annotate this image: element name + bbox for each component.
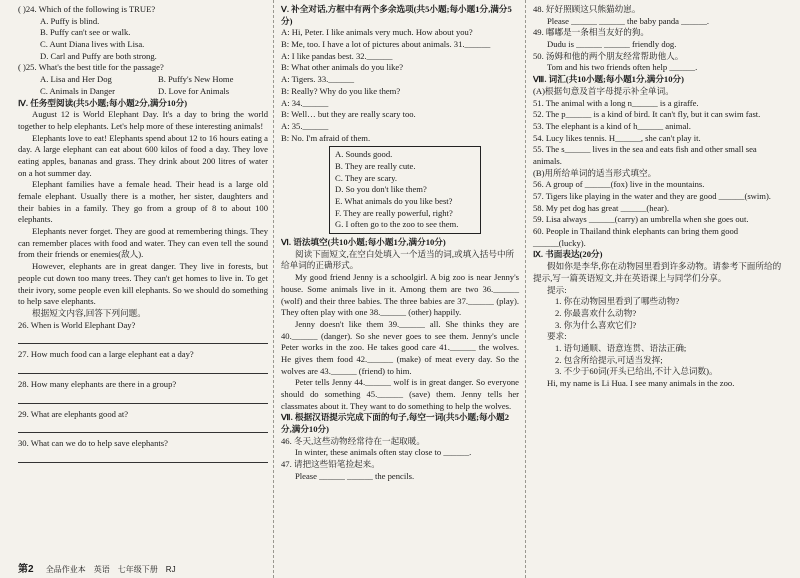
right-column — [533, 4, 787, 390]
option-e: E. What animals do you like best? — [335, 196, 453, 206]
section-5-title: Ⅴ. 补全对话,方框中有两个多余选项(共5小题;每小题1分,满分5分) — [281, 4, 512, 26]
answer-line-29[interactable] — [18, 421, 268, 433]
option-a: A. Sounds good. — [335, 149, 393, 160]
option-c: C. They are scary. — [335, 172, 398, 183]
passage-paragraph-4: Elephants never forget. They are good at remembering things. They can remember places with food and water. They can even tell the sound from their friends or enemies(敌人). — [18, 226, 268, 260]
writing-prompt: 假如你是李华,你在动物园里看到许多动物。请参考下面所给的提示,写一篇英语短文,并在英语课上与同学们分享。 — [533, 261, 782, 283]
q25-option-d: D. Love for Animals — [158, 85, 230, 96]
page-footer — [18, 560, 176, 575]
requirement-1: 1. 语句通顺、语意连贯、语法正确; — [555, 342, 687, 353]
cloze-paragraph-3: Peter tells Jenny 44.______ wolf is in great danger. So everyone should do something 45.______ (save) them. Jenny tells her classmates about it. They want to do something to help the wolves. — [281, 377, 519, 411]
question-50: 50. 汤姆和他的两个朋友经常帮助他人。 — [533, 50, 684, 61]
question-55: 55. The s______ lives in the sea and eats fish and other small sea animals. — [533, 144, 757, 166]
question-59: 59. Lisa always ______(carry) an umbrella when she goes out. — [533, 214, 749, 225]
q24-option-c: C. Aunt Diana lives with Lisa. — [40, 39, 145, 50]
question-52: 52. The p______ is a kind of bird. It can't fly, but it can swim fast. — [533, 109, 761, 120]
options-box — [329, 146, 481, 234]
dialog-line-10: B: No. I'm afraid of them. — [281, 132, 371, 143]
footer-text: 全品作业本 英语 七年级下册 RJ — [45, 565, 176, 574]
hint-3: 3. 你为什么喜欢它们? — [555, 319, 637, 330]
answer-line-28[interactable] — [18, 392, 268, 404]
option-g: G. I often go to the zoo to see them. — [335, 219, 459, 230]
page-number: 第2 — [18, 564, 34, 575]
question-47-english: Please ______ ______ the pencils. — [295, 470, 415, 481]
middle-column — [281, 4, 519, 483]
question-49-english: Dudu is ______ ______ friendly dog. — [547, 39, 677, 50]
dialog-line-4: B: What other animals do you like? — [281, 62, 404, 73]
question-48: 48. 好好照顾这只熊猫幼崽。 — [533, 4, 641, 14]
hint-2: 2. 你最喜欢什么动物? — [555, 307, 637, 318]
question-51: 51. The animal with a long n______ is a giraffe. — [533, 97, 699, 108]
section-6-title: Ⅵ. 语法填空(共10小题;每小题1分,满分10分) — [281, 237, 446, 248]
question-29: 29. What are elephants good at? — [18, 408, 129, 419]
question-30: 30. What can we do to help save elephants? — [18, 438, 168, 449]
dialog-line-3: A: I like pandas best. 32.______ — [281, 50, 393, 61]
section-9-title: Ⅸ. 书面表达(20分) — [533, 249, 603, 260]
column-divider-2 — [525, 0, 526, 578]
answer-line-27[interactable] — [18, 362, 268, 374]
option-f: F. They are really powerful, right? — [335, 207, 453, 218]
hint-1: 1. 你在动物园里看到了哪些动物? — [555, 296, 680, 307]
passage-paragraph-2: Elephants love to eat! Elephants spend about 12 to 16 hours eating a day. A large elephant can eat about 600 kilos of food a day. They love eating apples, bananas and grass. They drink about 200 litres of water on a hot summer day. — [18, 132, 268, 178]
essay-opening: Hi, my name is Li Hua. I see many animals in the zoo. — [547, 378, 735, 388]
question-58: 58. My pet dog has great ______(hear). — [533, 202, 670, 213]
section-6-instruction: 阅读下面短文,在空白处填入一个适当的词,或填入括号中所给单词的正确形式。 — [281, 248, 515, 271]
cloze-paragraph-2: Jenny doesn't like them 39.______ all. She thinks they are 40.______ (danger). So she never goes to see them. Jenny's uncle Peter works in the zoo. He takes good care 41.______ the wolves. He gives them food 42.______ (make) of meat every day. So the wolves are 43.______ (friend) to him. — [281, 318, 519, 376]
dialog-line-8: B: Well… but they are really scary too. — [281, 109, 416, 120]
cloze-paragraph-1: My good friend Jenny is a schoolgirl. A big zoo is near Jenny's house. Some animals live in it. Among them are two 36.______ (wolf) and their three babies. The three babies are 37.______ (play). They often play with one 38.______ (other) happily. — [281, 272, 519, 318]
question-46: 46. 冬天,这些动物经常待在一起取暖。 — [281, 435, 425, 446]
section-8-title: Ⅷ. 词汇(共10小题;每小题1分,满分10分) — [533, 74, 684, 85]
requirement-3: 3. 不少于60词(开头已给出,不计入总词数)。 — [555, 366, 718, 377]
question-54: 54. Lucy likes tennis. H______, she can't play it. — [533, 132, 701, 143]
question-24: ( )24. Which of the following is TRUE? — [18, 4, 156, 14]
question-53: 53. The elephant is a kind of h______ animal. — [533, 120, 691, 131]
question-60: 60. People in Thailand think elephants can bring them good ______(lucky). — [533, 226, 739, 248]
requirement-2: 2. 包含所给提示,可适当发挥; — [555, 354, 663, 365]
dialog-line-1: A: Hi, Peter. I like animals very much. How about you? — [281, 27, 473, 38]
q25-option-c: C. Animals in Danger — [40, 85, 115, 96]
question-49: 49. 嘟嘟是一条相当友好的狗。 — [533, 27, 650, 38]
question-26: 26. When is World Elephant Day? — [18, 319, 136, 330]
option-b: B. They are really cute. — [335, 160, 416, 171]
question-47: 47. 请把这些铅笔捡起来。 — [281, 459, 380, 470]
part-a-instruction: (A)根据句意及首字母提示补全单词。 — [533, 85, 674, 96]
question-56: 56. A group of ______(fox) live in the mountains. — [533, 179, 705, 190]
answer-line-30[interactable] — [18, 451, 268, 463]
question-46-english: In winter, these animals often stay close to ______. — [295, 447, 472, 458]
question-57: 57. Tigers like playing in the water and they are good ______(swim). — [533, 191, 771, 201]
q24-option-b: B. Puffy can't see or walk. — [40, 27, 131, 38]
question-28: 28. How many elephants are there in a group? — [18, 378, 177, 389]
passage-paragraph-3: Elephant families have a female head. Their head is a large old female elephant. Usually there is a mother, her sister, daughters and their babies in a family. They go from a group of 8 to about 100 elephants. — [18, 179, 268, 225]
requirement-title: 要求: — [547, 331, 567, 342]
passage-paragraph-5: However, elephants are in great danger. They live in forests, but people cut down too many trees. They can't get homes to live in. To get their ivory, some people even kill elephants. So we should do something to help save elephants. — [18, 261, 268, 307]
dialog-line-2: B: Me, too. I have a lot of pictures about animals. 31.______ — [281, 39, 491, 50]
q25-option-a: A. Lisa and Her Dog — [40, 74, 112, 85]
q24-option-a: A. Puffy is blind. — [40, 15, 100, 26]
question-48-english: Please ______ ______ the baby panda ______. — [547, 15, 710, 26]
question-25: ( )25. What's the best title for the passage? — [18, 62, 164, 73]
q25-options-row1 — [18, 74, 268, 86]
reading-instruction: 根据短文内容,回答下列问题。 — [32, 307, 146, 318]
passage-paragraph-1: August 12 is World Elephant Day. It's a day to bring the world together to help elephants. Let's help more of these interesting animals! — [18, 109, 268, 131]
option-d: D. So you don't like them? — [335, 184, 427, 195]
answer-line-26[interactable] — [18, 332, 268, 344]
dialog-line-7: A: 34.______ — [281, 97, 329, 108]
q24-option-d: D. Carl and Puffy are both strong. — [40, 50, 157, 61]
question-50-english: Tom and his two friends often help ______. — [547, 62, 698, 73]
column-divider-1 — [273, 0, 274, 578]
dialog-line-6: B: Really? Why do you like them? — [281, 85, 401, 96]
hint-title: 提示: — [547, 284, 567, 295]
part-b-instruction: (B)用所给单词的适当形式填空。 — [533, 167, 657, 178]
left-column — [18, 4, 268, 468]
question-27: 27. How much food can a large elephant eat a day? — [18, 349, 194, 360]
dialog-line-5: A: Tigers. 33.______ — [281, 74, 355, 85]
section-4-title: Ⅳ. 任务型阅读(共5小题;每小题2分,满分10分) — [18, 97, 188, 108]
q25-option-b: B. Puffy's New Home — [158, 74, 234, 85]
q25-options-row2 — [18, 86, 268, 98]
dialog-line-9: A: 35.______ — [281, 120, 329, 131]
section-7-title: Ⅶ. 根据汉语提示完成下面的句子,每空一词(共5小题;每小题2分,满分10分) — [281, 412, 510, 435]
